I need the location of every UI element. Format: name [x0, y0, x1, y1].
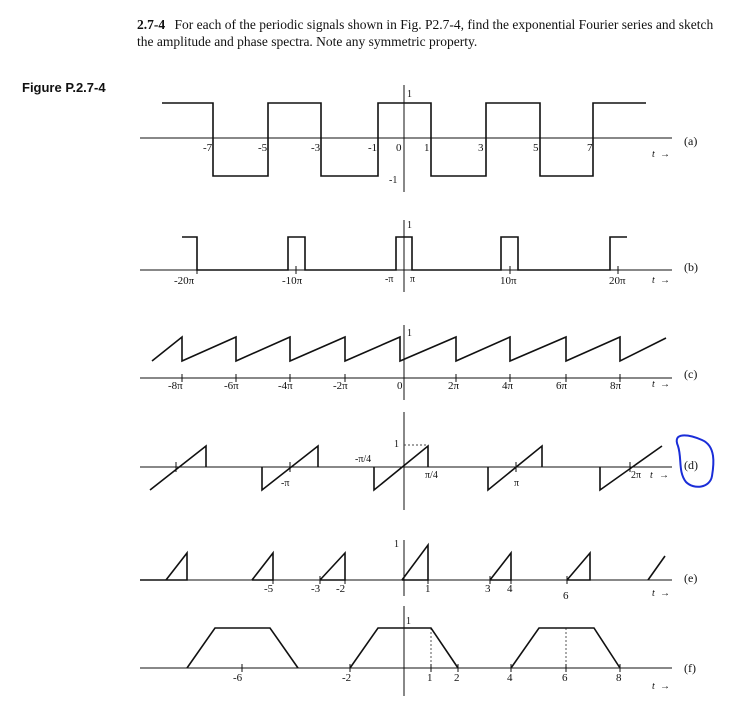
problem-number: 2.7-4 — [137, 17, 166, 32]
panel-c-tick-label: -8π — [168, 380, 183, 392]
panel-c-tick-label: 2π — [448, 380, 460, 392]
panel-a-tick-label: -7 — [203, 142, 213, 154]
panel-d-ramp-3 — [374, 446, 428, 490]
panel-f-trapezoid-1 — [187, 628, 298, 668]
panel-e-tick-label: 6 — [563, 590, 569, 602]
panel-d-label: π/4 — [425, 470, 438, 481]
panel-d-tag: (d) — [684, 458, 698, 472]
panel-d-label: π — [514, 478, 520, 489]
figure-label: Figure P.2.7-4 — [22, 80, 106, 95]
panel-a-tick-label: -5 — [258, 142, 268, 154]
panel-d-label: 2π — [631, 470, 642, 481]
panel-c-tick-label: 6π — [556, 380, 568, 392]
panel-d — [140, 412, 713, 510]
panel-c-arrow: → — [660, 379, 670, 390]
panel-a-tick-label: 5 — [533, 142, 539, 154]
panel-a-arrow: → — [660, 149, 670, 160]
panel-e-tick-label: 3 — [485, 583, 491, 595]
panel-e-tick-label: -2 — [336, 583, 346, 595]
panel-f-tick-label: -2 — [342, 672, 352, 684]
panel-a — [140, 85, 697, 192]
panel-a-tick-label: 7 — [587, 142, 593, 154]
panel-e-tick-label: 4 — [507, 583, 513, 595]
panel-b — [140, 220, 698, 292]
panel-f-tick-label: -6 — [233, 672, 243, 684]
panel-c-tick-label: 4π — [502, 380, 514, 392]
panel-c — [140, 325, 697, 400]
panel-b-tick-label: -20π — [174, 275, 195, 287]
panel-f-tick-label: 6 — [562, 672, 568, 684]
panel-f-tick-label: 8 — [616, 672, 622, 684]
panel-c-tick-label: -6π — [224, 380, 239, 392]
panel-e-tag: (e) — [684, 571, 698, 585]
panel-b-tick-label: 10π — [500, 275, 517, 287]
panel-b-arrow: → — [660, 275, 670, 286]
problem-text: For each of the periodic signals shown in Fig. P2.7-4, find the exponential Fourier series and sketch the amplitude and phase spectra. Note any symmetric property. — [137, 17, 714, 49]
panel-e-tick-label: 1 — [425, 583, 431, 595]
panel-f-tick-label: 4 — [507, 672, 513, 684]
panel-b-tick-label: 20π — [609, 275, 626, 287]
panel-a-tick-label: 1 — [424, 142, 430, 154]
panel-d-t-label: t — [650, 470, 653, 481]
panel-a-t-label: t — [652, 149, 655, 160]
panel-a-tick-label: -3 — [311, 142, 321, 154]
panel-a-amp-high: 1 — [407, 89, 412, 100]
panel-e-tick-label: -3 — [311, 583, 321, 595]
panel-c-tick-label: -4π — [278, 380, 293, 392]
panel-b-t-label: t — [652, 275, 655, 286]
panel-d-label: -π/4 — [355, 454, 372, 465]
panel-a-tick-label: 3 — [478, 142, 484, 154]
panel-e-pulse-6 — [567, 553, 590, 580]
panel-f-arrow: → — [660, 681, 670, 692]
panel-c-sawtooth — [152, 337, 666, 361]
panel-b-tag: (b) — [684, 260, 698, 274]
panel-e-amp: 1 — [394, 539, 399, 550]
panel-a-amp-low: -1 — [389, 175, 398, 186]
panel-d-arrow: → — [659, 470, 669, 481]
panel-a-tick-label: -1 — [368, 142, 378, 154]
panel-f-t-label: t — [652, 681, 655, 692]
panel-f-amp: 1 — [406, 616, 411, 627]
panel-c-tick-label: -2π — [333, 380, 348, 392]
panel-e-pulse-4 — [402, 545, 428, 580]
panel-d-ramp-5 — [600, 446, 662, 490]
panel-e-pulse-2 — [252, 553, 273, 580]
panel-d-label: -π — [281, 478, 290, 489]
panel-c-tag: (c) — [684, 367, 698, 381]
panel-d-amp: 1 — [394, 439, 399, 450]
panel-f-tag: (f) — [684, 661, 696, 675]
panel-b-tick-label: -10π — [282, 275, 303, 287]
panel-d-ramp-1 — [150, 446, 206, 490]
panel-f-tick-label: 2 — [454, 672, 460, 684]
panel-b-tick-label: -π — [385, 274, 394, 285]
panel-c-amp: 1 — [407, 328, 412, 339]
panel-c-t-label: t — [652, 379, 655, 390]
panel-f-tick-label: 1 — [427, 672, 433, 684]
panel-a-tick-label: 0 — [396, 142, 402, 154]
panel-b-amp: 1 — [407, 220, 412, 231]
panel-e-tick-label: -5 — [264, 583, 274, 595]
panel-b-tick-label: π — [410, 274, 416, 285]
panel-f — [140, 606, 696, 696]
panel-e-t-label: t — [652, 588, 655, 599]
panel-c-tick-label: 0 — [397, 380, 403, 392]
panel-e-pulse-3 — [320, 553, 345, 580]
panel-e-pulse-5 — [490, 553, 511, 580]
panel-c-tick-label: 8π — [610, 380, 622, 392]
panel-e — [140, 539, 697, 602]
panel-f-trapezoid-3 — [511, 628, 620, 668]
panel-a-tag: (a) — [684, 134, 698, 148]
panel-e-arrow: → — [660, 588, 670, 599]
panel-e-pulse-1 — [166, 553, 187, 580]
panel-e-pulse-7 — [648, 556, 665, 580]
